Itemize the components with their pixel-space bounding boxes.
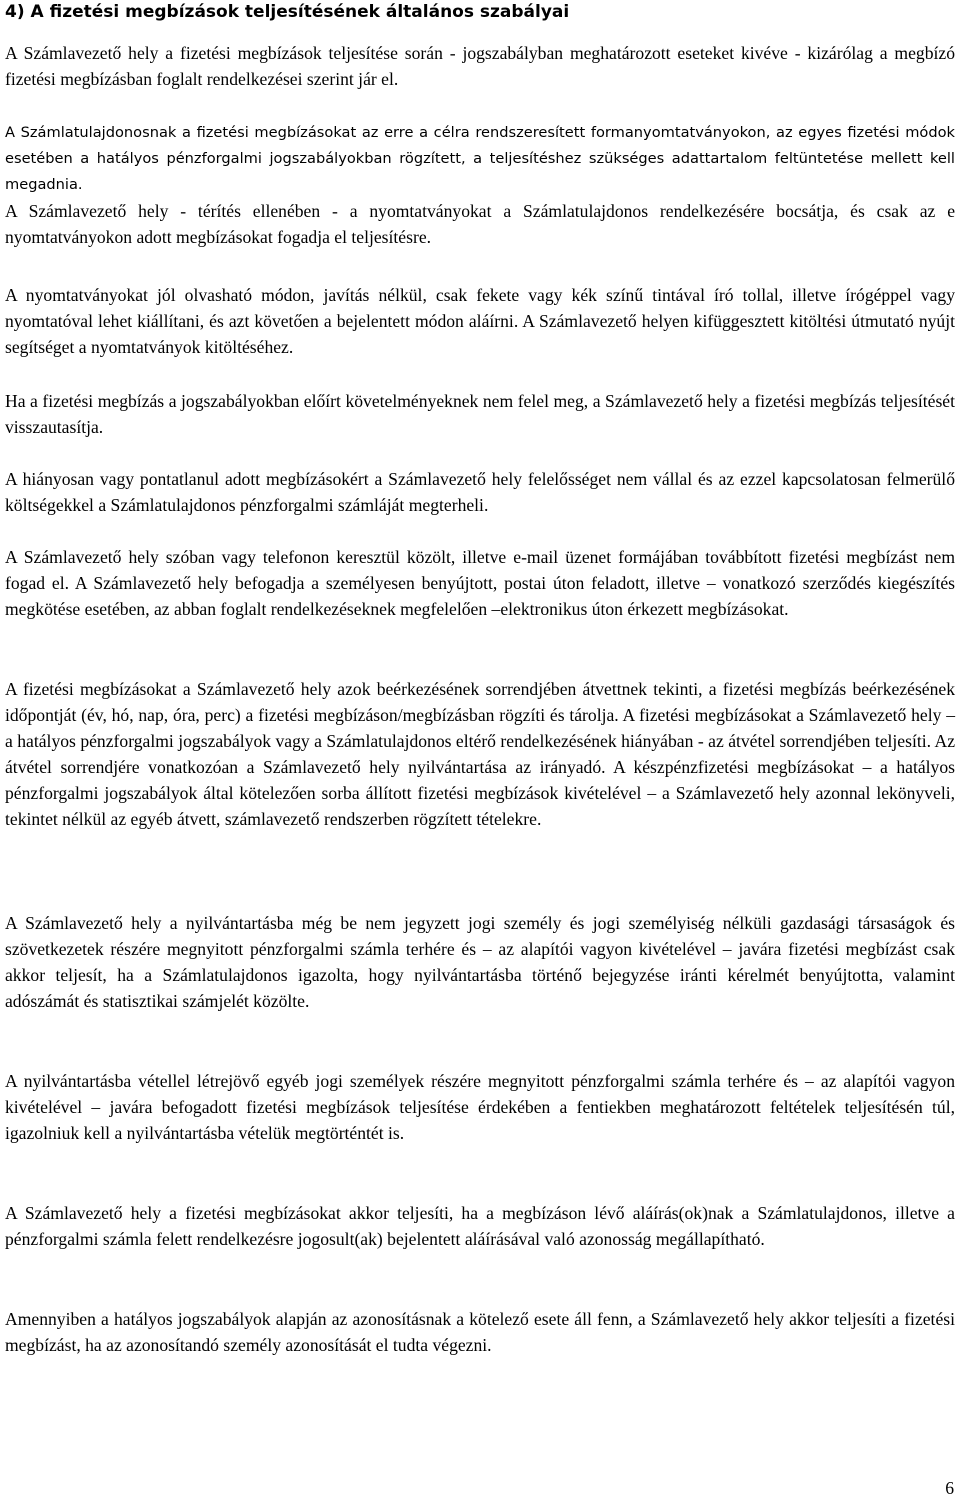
paragraph-9: A Számlavezető hely a nyilvántartásba még be nem jegyzett jogi személy és jogi személyiség nélküli gazdasági társaságok és szövetkezetek részére megnyitott pénzforgalmi számla terhére és – az alapítói vagyon kivételével – javára fizetési megbízást csak akkor teljesít, ha a Számlatulajdonos igazolta, hogy nyilvántartásba történő bejegyzése iránti kérelmét benyújtotta, valamint adószámát és statisztikai számjelét közölte.: [5, 913, 955, 1011]
paragraph-6: A hiányosan vagy pontatlanul adott megbízásokért a Számlavezető hely felelősséget nem vállal és az ezzel kapcsolatosan felmerülő költségekkel a Számlatulajdonos pénzforgalmi számláját megterheli.: [5, 469, 955, 515]
paragraph-11: A Számlavezető hely a fizetési megbízásokat akkor teljesíti, ha a megbízáson lévő aláírás(ok)nak a Számlatulajdonos, illetve a pénzforgalmi számla felett rendelkezésre jogosult(ak) bejelentett aláírásával való azonosság megállapítható.: [5, 1203, 955, 1249]
page-number: 6: [945, 1478, 954, 1498]
paragraph-8: A fizetési megbízásokat a Számlavezető hely azok beérkezésének sorrendjében átvettnek tekinti, a fizetési megbízás beérkezésének időpontját (év, hó, nap, óra, perc) a fizetési megbízáson/megbízásban rögzíti és tárolja. A fizetési megbízásokat a Számlavezető hely – a hatályos pénzforgalmi jogszabályok vagy a Számlatulajdonos eltérő rendelkezésének hiányában - az átvétel sorrendjében teljesíti. Az átvétel sorrendjére vonatkozóan a Számlavezető hely nyilvántartása az irányadó. A készpénzfizetési megbízásokat – a hatályos pénzforgalmi jogszabályok által kötelezően sorba állított fizetési megbízások kivételével – a Számlavezető hely azonnal lekönyveli, tekintet nélkül az egyéb átvett, számlavezető rendszerben rögzített tételekre.: [5, 679, 955, 829]
paragraph-1: A Számlavezető hely a fizetési megbízások teljesítése során - jogszabályban meghatározott eseteket kivéve - kizárólag a megbízó fizetési megbízásban foglalt rendelkezései szerint jár el.: [5, 43, 955, 89]
section-heading: 4) A fizetési megbízások teljesítésének általános szabályai: [5, 2, 570, 22]
paragraph-5: Ha a fizetési megbízás a jogszabályokban előírt követelményeknek nem felel meg, a Számlavezető hely a fizetési megbízás teljesítését visszautasítja.: [5, 391, 955, 437]
paragraph-10: A nyilvántartásba vétellel létrejövő egyéb jogi személyek részére megnyitott pénzforgalmi számla terhére és – az alapítói vagyon kivételével – javára befogadott fizetési megbízások teljesítése érdekében a fentiekben meghatározott feltételek teljesítésén túl, igazolniuk kell a nyilvántartásba vételük megtörténtét is.: [5, 1071, 955, 1143]
paragraph-7: A Számlavezető hely szóban vagy telefonon keresztül közölt, illetve e-mail üzenet formájában továbbított fizetési megbízást nem fogad el. A Számlavezető hely befogadja a személyesen benyújtott, postai úton feladott, illetve – vonatkozó szerződés kiegészítés megkötése esetében, az abban foglalt rendelkezéseknek megfelelően –elektronikus úton érkezett megbízásokat.: [5, 547, 955, 619]
paragraph-3-text: A Számlavezető hely - térítés ellenében - a nyomtatványokat a Számlatulajdonos rendelkezésére bocsátja, és csak az e nyomtatványokon adott megbízásokat fogadja el teljesítésre.: [5, 201, 955, 247]
paragraph-4: A nyomtatványokat jól olvasható módon, javítás nélkül, csak fekete vagy kék színű tintával író tollal, illetve írógéppel vagy nyomtatóval lehet kiállítani, és azt követően a bejelentett módon aláírni. A Számlavezető helyen kifüggesztett kitöltési útmutató nyújt segítséget a nyomtatványok kitöltéséhez.: [5, 285, 955, 357]
paragraph-3: [5, 198, 955, 247]
paragraph-2: A Számlatulajdonosnak a fizetési megbízásokat az erre a célra rendszeresített formanyomtatványokon, az egyes fizetési módok esetében a hatályos pénzforgalmi jogszabályokban rögzített, a teljesítéshez szükséges adattartalom feltüntetése mellett kell megadnia.: [5, 124, 955, 193]
paragraph-12: Amennyiben a hatályos jogszabályok alapján az azonosításnak a kötelező esete áll fenn, a Számlavezető hely akkor teljesíti a fizetési megbízást, ha az azonosítandó személy azonosítását el tudta végezni.: [5, 1309, 955, 1355]
